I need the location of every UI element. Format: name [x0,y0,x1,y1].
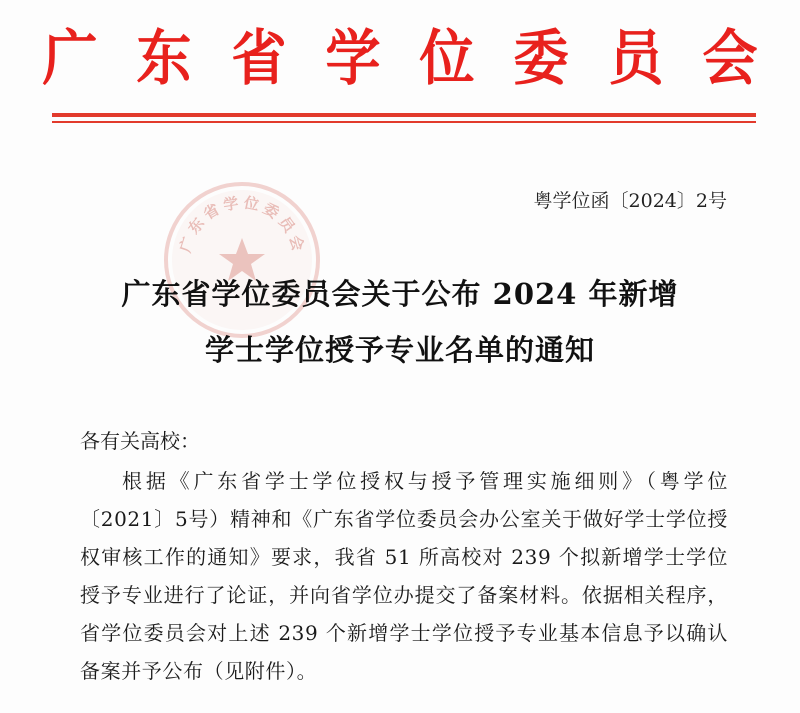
letterhead-rule-thick [52,113,756,117]
letterhead-char: 东 [136,24,192,94]
official-seal-stamp [160,178,324,342]
document-title-line-1: 广东省学位委员会关于公布 2024 年新增 [121,277,679,311]
letterhead-char: 位 [419,24,475,94]
letterhead-char: 员 [608,24,664,94]
document-number: 粤学位函〔2024〕2号 [533,190,727,212]
letterhead-char: 会 [702,24,758,94]
salutation: 各有关高校： [80,429,200,453]
document-title-line-2: 学士学位授予专业名单的通知 [204,333,595,367]
letterhead-char: 广 [42,24,98,94]
letterhead-char: 学 [325,24,381,94]
body-paragraph: 根据《广东省学士学位授权与授予管理实施细则》（粤学位〔2021〕5号）精神和《广东省学位委员会办公室关于做好学士学位授权审核工作的通知》要求，我省 51 所高校对 239 个拟新增学士学位授予专业进行了论证，并向省学位办提交了备案材料。依据相关程序，省学位委员会对上述 239 个新增学士学位授予专业基本信息予以确认备案并予公布（见附件）。 [80,469,728,683]
letterhead [40,24,760,94]
seal-text: 广东省学位委员会 [176,193,309,257]
letterhead-rule-thin [52,121,756,123]
letterhead-char: 省 [230,24,287,94]
letterhead-char: 委 [513,24,570,94]
